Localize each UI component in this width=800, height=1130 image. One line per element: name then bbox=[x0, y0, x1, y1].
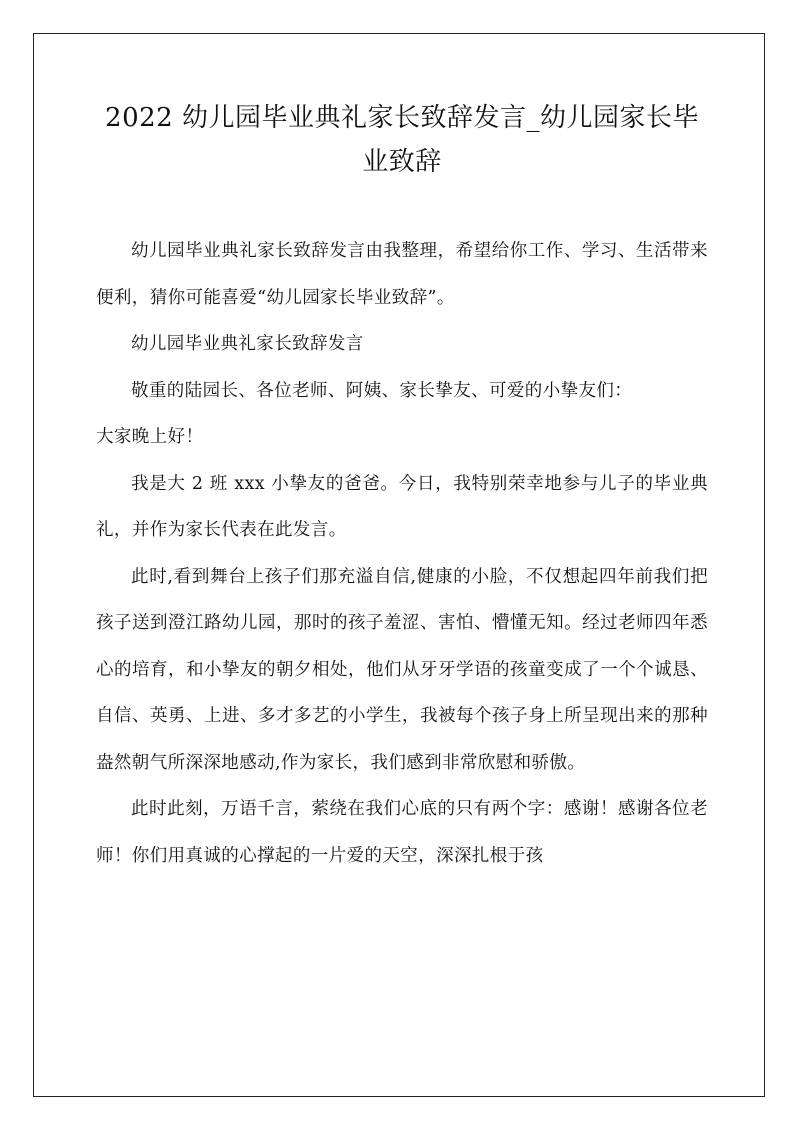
document-body bbox=[96, 228, 708, 879]
section-heading: 幼儿园毕业典礼家长致辞发言 bbox=[131, 334, 364, 354]
gratitude-paragraph: 此时此刻，万语千言，萦绕在我们心底的只有两个字：感谢！感谢各位老师！你们用真诚的心撑起的一片爱的天空，深深扎根于孩 bbox=[96, 799, 708, 866]
self-introduction-paragraph: 我是大 2 班 xxx 小挚友的爸爸。今日，我特别荣幸地参与儿子的毕业典礼，并作为家长代表在此发言。 bbox=[96, 473, 708, 540]
document-content bbox=[96, 96, 708, 879]
reflection-paragraph: 此时,看到舞台上孩子们那充溢自信,健康的小脸，不仅想起四年前我们把孩子送到澄江路幼儿园，那时的孩子羞涩、害怕、懵懂无知。经过老师四年悉心的培育，和小挚友的朝夕相处，他们从牙牙学语的孩童变成了一个个诚恳、自信、英勇、上进、多才多艺的小学生，我被每个孩子身上所呈现出来的那种盎然朝气所深深地感动,作为家长，我们感到非常欣慰和骄傲。 bbox=[96, 566, 708, 773]
greeting-paragraph: 大家晚上好！ bbox=[96, 427, 204, 447]
salutation-paragraph: 敬重的陆园长、各位老师、阿姨、家长挚友、可爱的小挚友们： bbox=[131, 380, 633, 401]
document-title: 2022 幼儿园毕业典礼家长致辞发言_幼儿园家长毕业致辞 bbox=[105, 103, 699, 177]
intro-paragraph: 幼儿园毕业典礼家长致辞发言由我整理，希望给你工作、学习、生活带来便利，猜你可能喜爱“幼儿园家长毕业致辞”。 bbox=[96, 241, 708, 308]
